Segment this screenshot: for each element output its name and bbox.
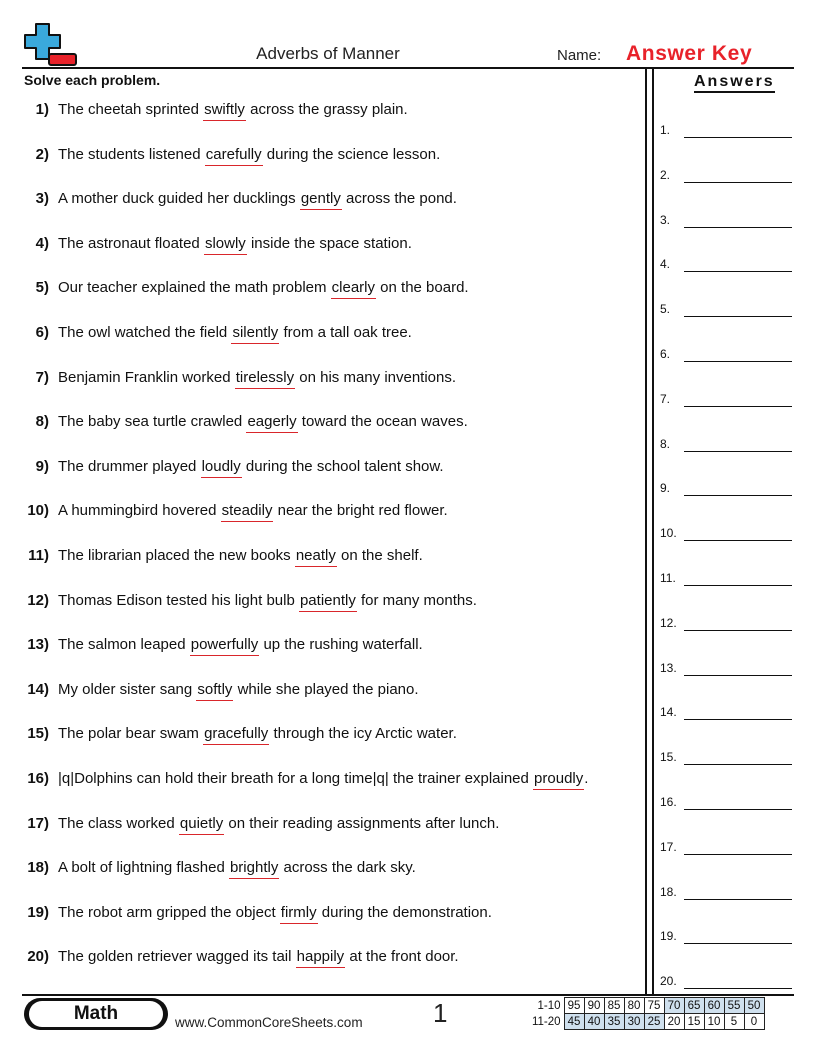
answer-row <box>660 471 794 516</box>
problem-number: 18) <box>27 859 49 877</box>
adverb-answer: patiently <box>299 591 357 612</box>
problem-number: 9) <box>35 457 49 475</box>
problem-sentence <box>58 721 457 747</box>
answer-row <box>660 875 794 920</box>
answer-row <box>660 203 794 248</box>
answer-line[interactable] <box>684 630 792 631</box>
problem-sentence <box>58 498 448 524</box>
sentence-end: across the grassy plain. <box>245 101 408 118</box>
problem-row <box>20 588 640 633</box>
adverb-answer: gently <box>300 189 342 210</box>
problem-row <box>20 365 640 410</box>
problem-row <box>20 231 640 276</box>
problem-sentence <box>58 365 456 391</box>
answer-number: 16. <box>660 794 677 809</box>
score-range-label: 1-10 <box>537 999 561 1012</box>
adverb-answer: carefully <box>205 145 263 166</box>
score-cell: 85 <box>604 998 624 1014</box>
header-divider <box>22 67 794 69</box>
sentence-end: . <box>584 769 589 787</box>
answer-number: 20. <box>660 974 677 989</box>
problem-number: 13) <box>27 636 49 654</box>
answer-number: 9. <box>660 481 671 496</box>
sentence-end: during the school talent show. <box>241 457 444 475</box>
sentence-end: at the front door. <box>345 948 459 966</box>
adverb-answer: powerfully <box>190 635 260 656</box>
adverb-answer: brightly <box>229 858 279 879</box>
problem-row <box>20 811 640 856</box>
problem-sentence <box>58 320 412 346</box>
problem-row <box>20 632 640 677</box>
problem-sentence <box>58 900 492 926</box>
answer-line[interactable] <box>684 809 792 810</box>
adverb-answer: loudly <box>201 457 242 478</box>
problem-number: 17) <box>27 814 49 832</box>
problem-number: 4) <box>35 234 49 252</box>
problem-sentence <box>58 409 468 435</box>
sentence-start: The polar bear swam <box>58 725 204 743</box>
problem-number: 3) <box>35 190 49 208</box>
score-range-label: 11-20 <box>531 1015 561 1028</box>
sentence-start: The owl watched the field <box>58 323 232 341</box>
sentence-start: The astronaut floated <box>58 234 204 252</box>
problem-number: 1) <box>35 101 49 118</box>
answer-number: 6. <box>660 346 671 361</box>
sentence-start: A mother duck guided her ducklings <box>58 190 300 208</box>
sentence-start: The drummer played <box>58 457 201 475</box>
answer-number: 1. <box>660 123 671 137</box>
answer-line[interactable] <box>684 764 792 765</box>
score-cell: 45 <box>564 1014 584 1030</box>
sentence-end: on their reading assignments after lunch. <box>224 814 500 832</box>
problem-row <box>20 721 640 766</box>
score-cell: 20 <box>664 1014 684 1030</box>
answer-row <box>660 606 794 651</box>
answer-number: 4. <box>660 257 671 272</box>
adverb-answer: clearly <box>331 278 376 299</box>
score-cell: 55 <box>724 998 744 1014</box>
adverb-answer: slowly <box>204 234 247 255</box>
answer-number: 11. <box>660 570 676 585</box>
sentence-end: during the demonstration. <box>317 903 492 921</box>
sentence-start: The robot arm gripped the object <box>58 903 280 921</box>
answer-row <box>660 427 794 472</box>
column-divider <box>645 68 654 994</box>
adverb-answer: gracefully <box>203 724 269 745</box>
problem-sentence <box>58 855 416 881</box>
answer-number: 3. <box>660 212 671 227</box>
sentence-start: Thomas Edison tested his light bulb <box>58 591 299 609</box>
problem-row <box>20 320 640 365</box>
problem-sentence <box>58 231 412 257</box>
answer-number: 17. <box>660 839 677 854</box>
score-cell: 0 <box>744 1014 764 1030</box>
sentence-start: The class worked <box>58 814 179 832</box>
adverb-answer: silently <box>231 323 279 344</box>
answer-list <box>660 113 794 1009</box>
answer-key-label: Answer Key <box>626 42 753 65</box>
sentence-start: The baby sea turtle crawled <box>58 413 247 431</box>
sentence-end: across the dark sky. <box>279 859 416 877</box>
answer-row <box>660 695 794 740</box>
problem-row <box>20 142 640 187</box>
answer-line[interactable] <box>684 854 792 855</box>
answer-row <box>660 247 794 292</box>
answer-line[interactable] <box>684 406 792 407</box>
sentence-start: Benjamin Franklin worked <box>58 368 235 386</box>
answer-line[interactable] <box>684 361 792 362</box>
answers-heading: Answers <box>694 72 775 93</box>
sentence-end: toward the ocean waves. <box>297 413 468 431</box>
answer-row <box>660 651 794 696</box>
name-label: Name: <box>557 47 602 64</box>
problem-sentence <box>58 186 457 212</box>
adverb-answer: eagerly <box>246 412 297 433</box>
subject-badge <box>24 998 168 1030</box>
adverb-answer: softly <box>196 680 233 701</box>
problem-number: 8) <box>35 413 49 431</box>
page-number: 1 <box>433 998 448 1028</box>
problem-number: 19) <box>27 903 49 921</box>
problem-number: 6) <box>35 323 49 341</box>
score-cell: 75 <box>644 998 664 1014</box>
sentence-end: up the rushing waterfall. <box>259 636 423 654</box>
problem-sentence <box>58 811 499 837</box>
problem-row <box>20 275 640 320</box>
problem-sentence <box>58 766 588 792</box>
answer-number: 19. <box>660 929 677 944</box>
answer-number: 2. <box>660 167 671 182</box>
answer-number: 8. <box>660 436 671 451</box>
score-cell: 35 <box>604 1014 624 1030</box>
problem-row <box>20 900 640 945</box>
answer-number: 7. <box>660 391 671 406</box>
score-row <box>526 998 764 1014</box>
problem-number: 7) <box>35 368 49 386</box>
problem-number: 14) <box>27 680 49 698</box>
subject-label: Math <box>29 1001 163 1027</box>
instructions: Solve each problem. <box>24 72 161 88</box>
problem-row <box>20 677 640 722</box>
sentence-start: A bolt of lightning flashed <box>58 859 229 877</box>
score-table <box>526 997 765 1030</box>
answer-line[interactable] <box>684 943 792 944</box>
worksheet-title: Adverbs of Manner <box>256 44 400 63</box>
problem-number: 12) <box>27 591 49 609</box>
sentence-end: through the icy Arctic water. <box>269 725 457 743</box>
problem-sentence <box>58 275 469 301</box>
answer-number: 12. <box>660 615 677 630</box>
score-cell: 60 <box>704 998 724 1014</box>
answer-row <box>660 337 794 382</box>
answer-line[interactable] <box>684 137 792 138</box>
answer-row <box>660 830 794 875</box>
answer-line[interactable] <box>684 495 792 496</box>
answer-number: 10. <box>660 526 677 541</box>
answer-line[interactable] <box>684 451 792 452</box>
answer-line[interactable] <box>684 675 792 676</box>
problem-sentence <box>58 454 444 480</box>
answer-row <box>660 382 794 427</box>
answer-row <box>660 561 794 606</box>
problem-sentence <box>58 543 423 569</box>
answer-line[interactable] <box>684 988 792 989</box>
answer-row <box>660 158 794 203</box>
sentence-end: during the science lesson. <box>262 145 441 163</box>
problem-number: 16) <box>27 769 49 787</box>
answer-number: 15. <box>660 750 677 765</box>
problem-row <box>20 97 640 142</box>
problem-row <box>20 766 640 811</box>
sentence-start: The students listened <box>58 145 205 163</box>
score-cell: 15 <box>684 1014 704 1030</box>
score-cell: 30 <box>624 1014 644 1030</box>
adverb-answer: tirelessly <box>235 368 295 389</box>
answer-line[interactable] <box>684 719 792 720</box>
sentence-start: The librarian placed the new books <box>58 546 295 564</box>
answer-line[interactable] <box>684 271 792 272</box>
sentence-end: on the board. <box>376 279 469 297</box>
adverb-answer: proudly <box>533 769 584 790</box>
answer-line[interactable] <box>684 899 792 900</box>
problem-sentence <box>58 588 477 614</box>
score-cell: 80 <box>624 998 644 1014</box>
problem-row <box>20 855 640 900</box>
adverb-answer: firmly <box>280 903 318 924</box>
problem-sentence <box>58 97 408 123</box>
problem-number: 5) <box>35 279 49 297</box>
answer-number: 18. <box>660 884 677 899</box>
problem-number: 20) <box>27 948 49 966</box>
answer-row <box>660 113 794 158</box>
score-cell: 70 <box>664 998 684 1014</box>
score-cell: 25 <box>644 1014 664 1030</box>
problem-row <box>20 454 640 499</box>
adverb-answer: steadily <box>221 501 274 522</box>
sentence-start: My older sister sang <box>58 680 197 698</box>
problem-sentence <box>58 632 423 658</box>
problem-row <box>20 498 640 543</box>
problem-sentence <box>58 142 440 168</box>
answer-row <box>660 785 794 830</box>
answer-number: 14. <box>660 705 677 720</box>
answer-line[interactable] <box>684 227 792 228</box>
problem-row <box>20 409 640 454</box>
answer-number: 13. <box>660 660 677 675</box>
answer-row <box>660 516 794 561</box>
problem-row <box>20 186 640 231</box>
problem-list <box>20 97 640 989</box>
score-cell: 10 <box>704 1014 724 1030</box>
sentence-start: A hummingbird hovered <box>58 502 221 520</box>
answer-line[interactable] <box>684 182 792 183</box>
answer-row <box>660 292 794 337</box>
problem-row <box>20 543 640 588</box>
sentence-end: inside the space station. <box>246 234 412 252</box>
answer-number: 5. <box>660 302 671 317</box>
adverb-answer: quietly <box>179 814 224 835</box>
website-link: www.CommonCoreSheets.com <box>175 1015 363 1030</box>
adverb-answer: neatly <box>295 546 337 567</box>
problem-number: 2) <box>35 145 49 163</box>
score-cell: 50 <box>744 998 764 1014</box>
adverb-answer: happily <box>296 947 346 968</box>
answer-line[interactable] <box>684 540 792 541</box>
answer-row <box>660 740 794 785</box>
problem-row <box>20 944 640 989</box>
footer-divider <box>22 994 794 996</box>
sentence-end: for many months. <box>356 591 477 609</box>
sentence-end: while she played the piano. <box>233 680 419 698</box>
answer-row <box>660 919 794 964</box>
sentence-start: The salmon leaped <box>58 636 190 654</box>
sentence-end: across the pond. <box>341 190 457 208</box>
sentence-start: The cheetah sprinted <box>58 101 204 118</box>
answer-line[interactable] <box>684 585 792 586</box>
sentence-start: Our teacher explained the math problem <box>58 279 331 297</box>
score-row <box>526 1014 764 1030</box>
problem-sentence <box>58 677 419 703</box>
score-cell: 40 <box>584 1014 604 1030</box>
sentence-end: on the shelf. <box>336 546 423 564</box>
sentence-end: near the bright red flower. <box>273 502 448 520</box>
sentence-start: |q|Dolphins can hold their breath for a long time|q| the trainer explained <box>58 769 534 787</box>
adverb-answer: swiftly <box>203 100 246 121</box>
score-cell: 65 <box>684 998 704 1014</box>
commoncoresheets-logo-icon <box>22 22 78 68</box>
sentence-end: from a tall oak tree. <box>279 323 412 341</box>
sentence-end: on his many inventions. <box>295 368 457 386</box>
score-cell: 90 <box>584 998 604 1014</box>
problem-sentence <box>58 944 459 970</box>
answer-line[interactable] <box>684 316 792 317</box>
problem-number: 10) <box>27 502 49 520</box>
problem-number: 11) <box>28 546 49 564</box>
sentence-start: The golden retriever wagged its tail <box>58 948 296 966</box>
score-cell: 95 <box>564 998 584 1014</box>
problem-number: 15) <box>27 725 49 743</box>
score-cell: 5 <box>724 1014 744 1030</box>
